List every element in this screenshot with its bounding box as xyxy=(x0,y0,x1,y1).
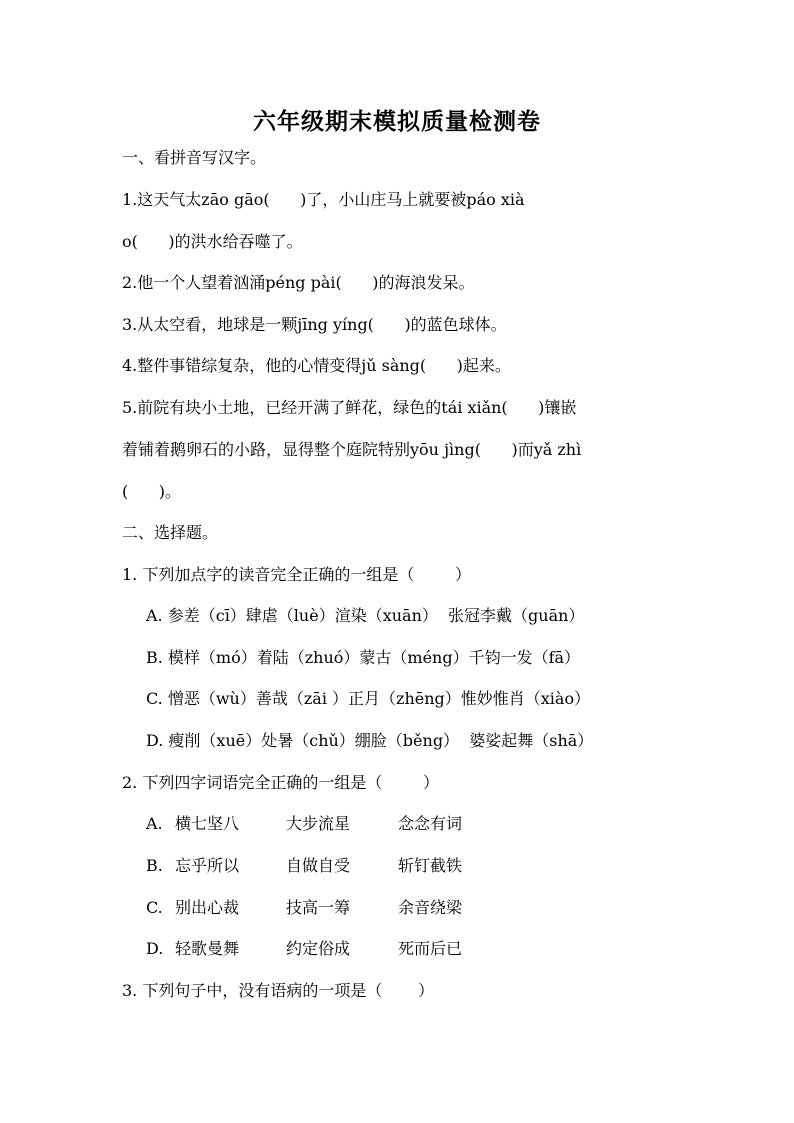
option-word: 斩钉截铁 xyxy=(398,856,463,875)
option-word: 别出心裁 xyxy=(175,898,240,917)
option-word: 余音绕梁 xyxy=(398,898,463,917)
option-letter: C. xyxy=(146,898,168,917)
option-word: 忘乎所以 xyxy=(175,856,240,875)
section-1-heading: 一、看拼音写汉字。 xyxy=(122,148,267,167)
option-letter: A. xyxy=(146,814,168,833)
option-word: 死而后已 xyxy=(398,939,463,958)
pinyin-question-5-line-2: 着铺着鹅卵石的小路，显得整个庭院特别yōu jìng( )而yǎ zhì xyxy=(122,440,582,459)
section-2-heading: 二、选择题。 xyxy=(122,523,219,542)
choice-question-1-stem: 1. 下列加点字的读音完全正确的一组是（ ） xyxy=(122,565,472,584)
option-word: 轻歌曼舞 xyxy=(175,939,240,958)
option-word: 约定俗成 xyxy=(286,939,351,958)
option-word: 念念有词 xyxy=(398,814,463,833)
option-word: 横七坚八 xyxy=(175,814,240,833)
option-letter: D. xyxy=(146,939,169,958)
choice-question-1-option-d: D. 瘦削（xuē）处暑（chǔ）绷脸（běng） 婆娑起舞（shā） xyxy=(146,731,594,750)
pinyin-question-5-line-3: ( )。 xyxy=(122,482,182,501)
choice-question-3-stem: 3. 下列句子中，没有语病的一项是（ ） xyxy=(122,981,434,1000)
choice-question-1-option-b: B. 模样（mó）着陆（zhuó）蒙古（méng）千钧一发（fā） xyxy=(146,648,581,667)
page-title: 六年级期末模拟质量检测卷 xyxy=(253,108,541,135)
pinyin-question-2: 2.他一个人望着汹涌péng pài( )的海浪发呆。 xyxy=(122,273,475,292)
choice-question-1-option-c: C. 憎恶（wù）善哉（zāi ）正月（zhēng）惟妙惟肖（xiào） xyxy=(146,689,591,708)
option-word: 自做自受 xyxy=(286,856,351,875)
pinyin-question-5-line-1: 5.前院有块小土地，已经开满了鲜花，绿色的tái xiǎn( )镶嵌 xyxy=(122,398,577,417)
choice-question-1-option-a: A. 参差（cī）肆虐（luè）渲染（xuān） 张冠李戴（guān） xyxy=(146,606,585,625)
option-letter: B. xyxy=(146,856,168,875)
choice-question-2-stem: 2. 下列四字词语完全正确的一组是（ ） xyxy=(122,773,440,792)
pinyin-question-3: 3.从太空看，地球是一颗jīng yíng( )的蓝色球体。 xyxy=(122,315,507,334)
option-word: 技高一筹 xyxy=(286,898,351,917)
option-word: 大步流星 xyxy=(286,814,351,833)
pinyin-question-1-line-2: o( )的洪水给吞噬了。 xyxy=(122,232,303,251)
pinyin-question-4: 4.整件事错综复杂，他的心情变得jǔ sàng( )起来。 xyxy=(122,356,511,375)
pinyin-question-1-line-1: 1.这天气太zāo gāo( )了，小山庄马上就要被páo xià xyxy=(122,190,525,209)
